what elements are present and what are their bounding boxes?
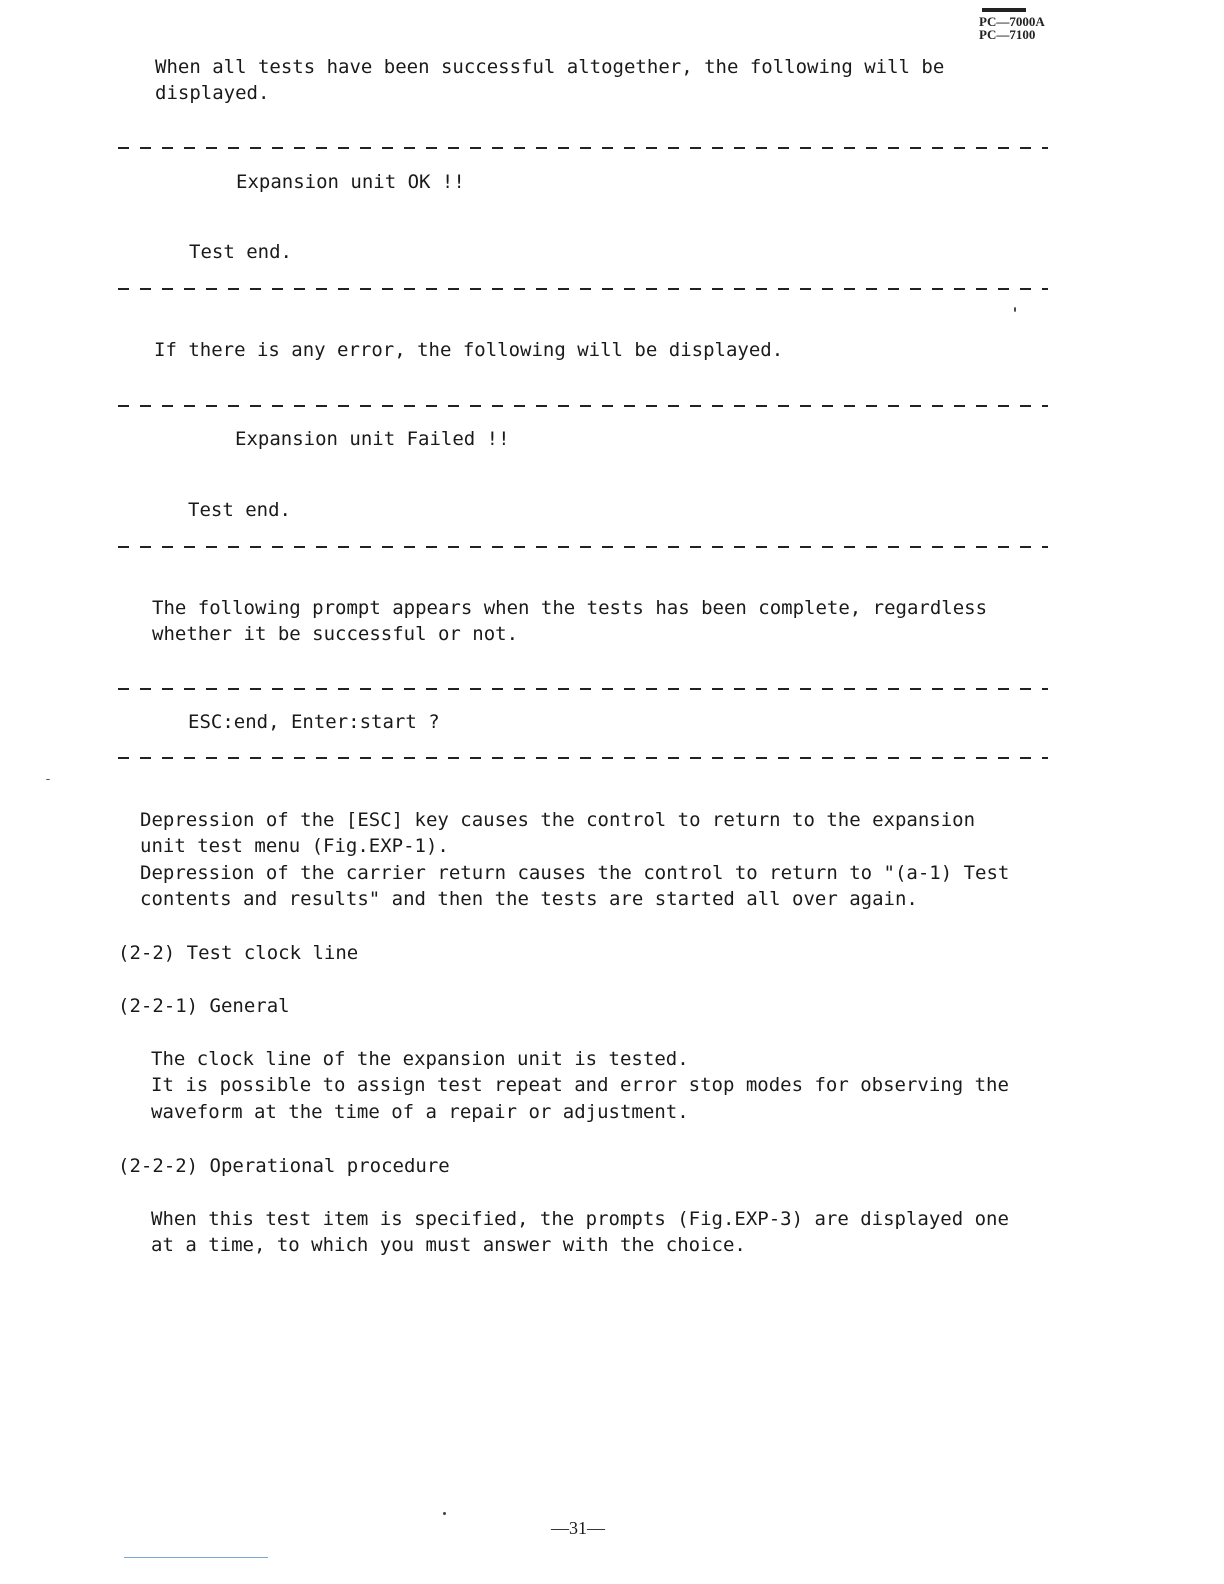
scan-edge-line <box>124 1557 268 1558</box>
procedure-line-2: at a time, to which you must answer with the choice. <box>151 1234 746 1256</box>
section-2-2-heading: (2-2) Test clock line <box>118 942 359 964</box>
fail-message: Expansion unit Failed !! <box>235 428 510 450</box>
section-2-2-2-heading: (2-2-2) Operational procedure <box>118 1155 450 1177</box>
dashed-separator <box>118 288 1048 290</box>
esc-paragraph-line-3: Depression of the carrier return causes the control to return to "(a-1) Test <box>140 862 1010 884</box>
dashed-separator <box>118 688 1048 690</box>
dashed-separator <box>118 546 1048 548</box>
general-line-2: It is possible to assign test repeat and error stop modes for observing the <box>151 1074 1009 1096</box>
dashed-separator <box>118 757 1048 759</box>
intro-line-1: When all tests have been successful altogether, the following will be <box>155 56 945 78</box>
scan-speck <box>443 1512 446 1515</box>
dashed-separator <box>118 405 1048 407</box>
scan-speck <box>1014 307 1016 312</box>
page-number: —31— <box>551 1518 605 1538</box>
dashed-separator <box>118 147 1048 149</box>
ok-message: Expansion unit OK !! <box>236 171 465 193</box>
procedure-line-1: When this test item is specified, the prompts (Fig.EXP-3) are displayed one <box>151 1208 1009 1230</box>
scan-speck <box>46 779 50 780</box>
error-intro: If there is any error, the following will be displayed. <box>154 339 784 361</box>
fail-test-end: Test end. <box>188 499 291 521</box>
prompt-intro-line-2: whether it be successful or not. <box>152 623 519 645</box>
model-line-2: PC—7100 <box>979 27 1036 42</box>
general-line-1: The clock line of the expansion unit is tested. <box>151 1048 689 1070</box>
esc-paragraph-line-1: Depression of the [ESC] key causes the control to return to the expansion <box>140 809 976 831</box>
model-line-1: PC—7000A <box>979 14 1045 29</box>
model-number-header <box>979 8 1069 41</box>
esc-paragraph-line-4: contents and results" and then the tests are started all over again. <box>140 888 918 910</box>
esc-paragraph-line-2: unit test menu (Fig.EXP-1). <box>140 835 449 857</box>
intro-line-2: displayed. <box>155 82 270 104</box>
ok-test-end: Test end. <box>189 241 292 263</box>
general-line-3: waveform at the time of a repair or adjustment. <box>151 1101 689 1123</box>
header-rule <box>982 8 1026 12</box>
section-2-2-1-heading: (2-2-1) General <box>118 995 290 1017</box>
prompt-intro-line-1: The following prompt appears when the tests has been complete, regardless <box>152 597 988 619</box>
esc-enter-prompt: ESC:end, Enter:start ? <box>188 711 440 733</box>
